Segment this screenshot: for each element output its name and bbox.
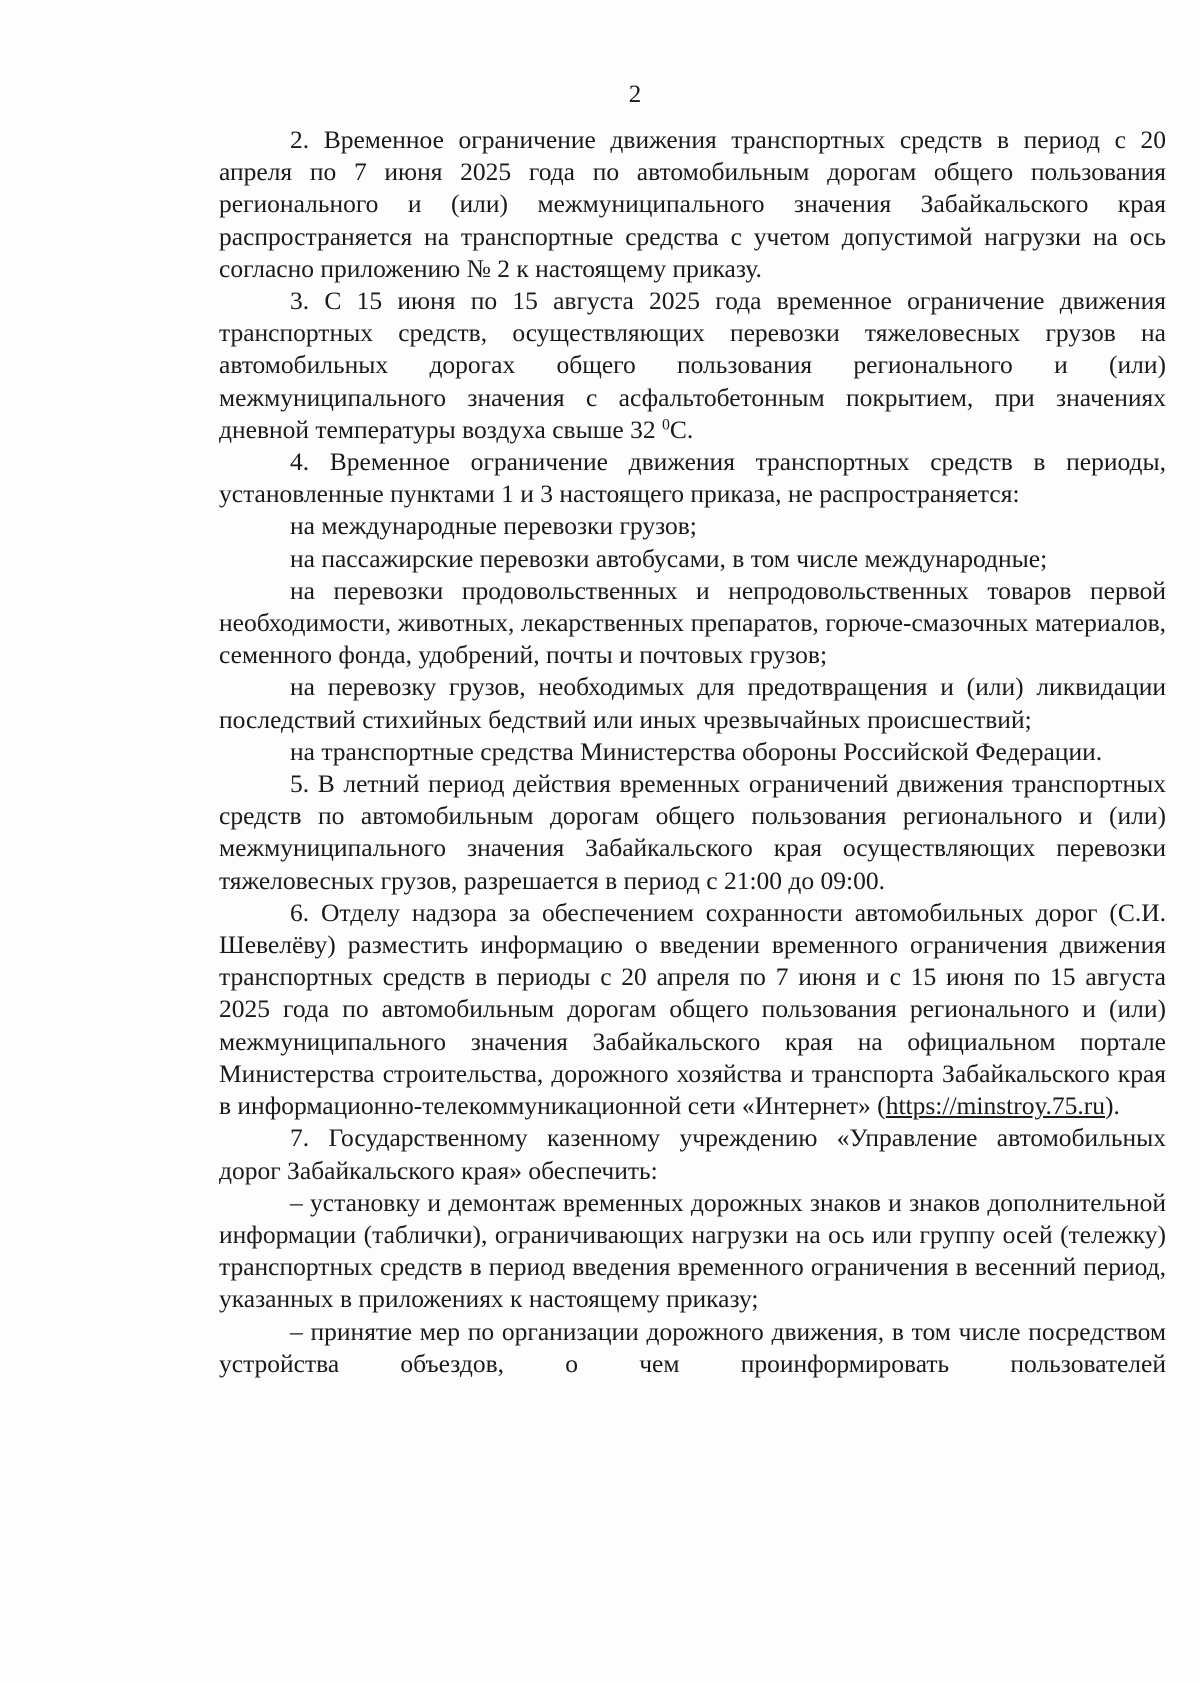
paragraph-6-text: 6. Отделу надзора за обеспечением сохранности автомобильных дорог (С.И. Шевелёву) разместить информацию о введении временного ограничения движения транспортных средств в периоды с 20 апреля по 7 июня и с 15 июня по 15 августа 2025 года по автомобильным дорогам общего пользования регионального и (или) межмуниципального значения Забайкальского края на официальном портале Министерства строительства, дорожного хозяйства и транспорта Забайкальского края в информационно-телекоммуникационной сети «Интернет» ( <box>219 897 1166 1121</box>
paragraph-4-item-defense-ministry: на транспортные средства Министерства обороны Российской Федерации. <box>290 736 1103 766</box>
paragraph-4-item-essential-goods: на перевозки продовольственных и непродовольственных товаров первой необходимости, животных, лекарственных препаратов, горюче-смазочных материалов, семенного фонда, удобрений, почты и почтовых грузов; <box>219 575 1166 670</box>
paragraph-7: 7. Государственному казенному учреждению «Управление автомобильных дорог Забайкальского края» обеспечить: <box>219 1123 1166 1185</box>
paragraph-3-text: 3. С 15 июня по 15 августа 2025 года временное ограничение движения транспортных средств, осуществляющих перевозки тяжеловесных грузов на автомобильных дорогах общего пользования регионального и (или) межмуниципального значения с асфальтобетонным покрытием, при значениях дневной температуры воздуха свыше 32 <box>219 286 1166 444</box>
paragraph-3 <box>219 285 1166 446</box>
document-body <box>219 124 1166 1380</box>
paragraph-5: 5. В летний период действия временных ограничений движения транспортных средств по автомобильным дорогам общего пользования регионального и (или) межмуниципального значения Забайкальского края осуществляющих перевозки тяжеловесных грузов, разрешается в период с 21:00 до 09:00. <box>219 769 1166 895</box>
paragraph-6-closing: ). <box>1105 1091 1120 1121</box>
paragraph-7-item-traffic-measures: – принятие мер по организации дорожного движения, в том числе посредством устройства объездов, о чем проинформировать пользователей <box>219 1316 1166 1378</box>
paragraph-2: 2. Временное ограничение движения транспортных средств в период с 20 апреля по 7 июня 2025 года по автомобильным дорогам общего пользования регионального и (или) межмуниципального значения Забайкальского края распространяется на транспортные средства с учетом допустимой нагрузки на ось согласно приложению № 2 к настоящему приказу. <box>219 125 1166 283</box>
paragraph-4: 4. Временное ограничение движения транспортных средств в периоды, установленные пунктами 1 и 3 настоящего приказа, не распространяется: <box>219 447 1166 509</box>
paragraph-7-item-road-signs: – установку и демонтаж временных дорожных знаков и знаков дополнительной информации (таблички), ограничивающих нагрузки на ось или группу осей (тележку) транспортных средств в период введения временного ограничения в весенний период, указанных в приложениях к настоящему приказу; <box>219 1187 1166 1314</box>
paragraph-6 <box>219 897 1166 1122</box>
page-number: 2 <box>628 81 642 108</box>
paragraph-4-item-international-cargo: на международные перевозки грузов; <box>290 511 697 541</box>
minstroy-link[interactable]: https://minstroy.75.ru <box>885 1091 1106 1121</box>
paragraph-4-item-passenger-buses: на пассажирские перевозки автобусами, в том числе международные; <box>290 543 1048 573</box>
paragraph-3-unit: С. <box>669 414 694 444</box>
paragraph-4-item-emergency-cargo: на перевозку грузов, необходимых для предотвращения и (или) ликвидации последствий стихийных бедствий или иных чрезвычайных происшествий; <box>219 672 1166 734</box>
degree-superscript: 0 <box>661 416 670 434</box>
